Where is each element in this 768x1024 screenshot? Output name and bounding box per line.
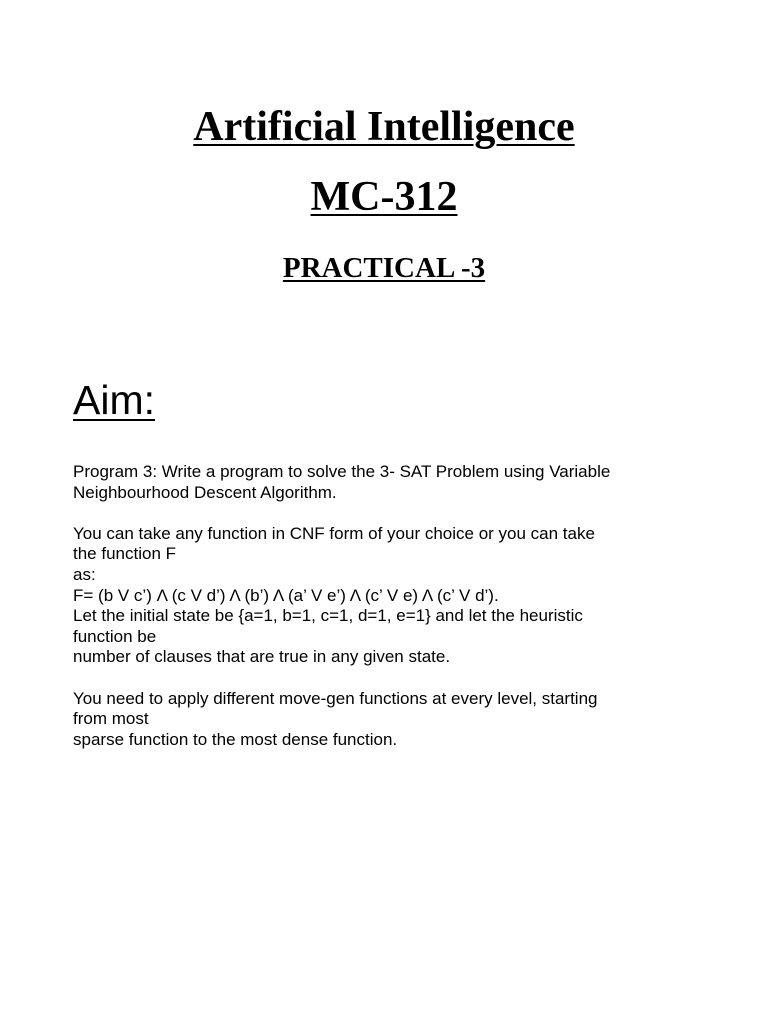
aim-line: function be: [73, 626, 157, 646]
aim-line: Program 3: Write a program to solve the 3- SAT Problem using Variable: [73, 462, 611, 481]
paragraph-gap: [73, 668, 713, 689]
aim-heading: Aim:: [73, 377, 155, 423]
aim-line: from most: [73, 709, 149, 729]
aim-line: Neighbourhood Descent Algorithm.: [73, 482, 337, 502]
practical-number: PRACTICAL -3: [282, 252, 486, 284]
course-code: MC-312: [310, 174, 458, 220]
cnf-formula: F= (b V c’) Λ (c V d’) Λ (b’) Λ (a’ V e’) Λ (c’ V e) Λ (c’ V d’).: [73, 585, 499, 605]
aim-line: You can take any function in CNF form of your choice or you can take: [73, 523, 595, 543]
document-title: Artificial Intelligence: [193, 104, 575, 150]
aim-line: as:: [73, 564, 96, 584]
aim-line: number of clauses that are true in any given state.: [73, 647, 451, 667]
paragraph-gap: [73, 503, 713, 524]
aim-line: sparse function to the most dense function.: [73, 729, 398, 749]
aim-line: You need to apply different move-gen functions at every level, starting: [73, 688, 598, 708]
aim-line: the function F: [73, 544, 177, 564]
aim-line: Let the initial state be {a=1, b=1, c=1, d=1, e=1} and let the heuristic: [73, 606, 583, 626]
aim-body: [73, 462, 713, 750]
